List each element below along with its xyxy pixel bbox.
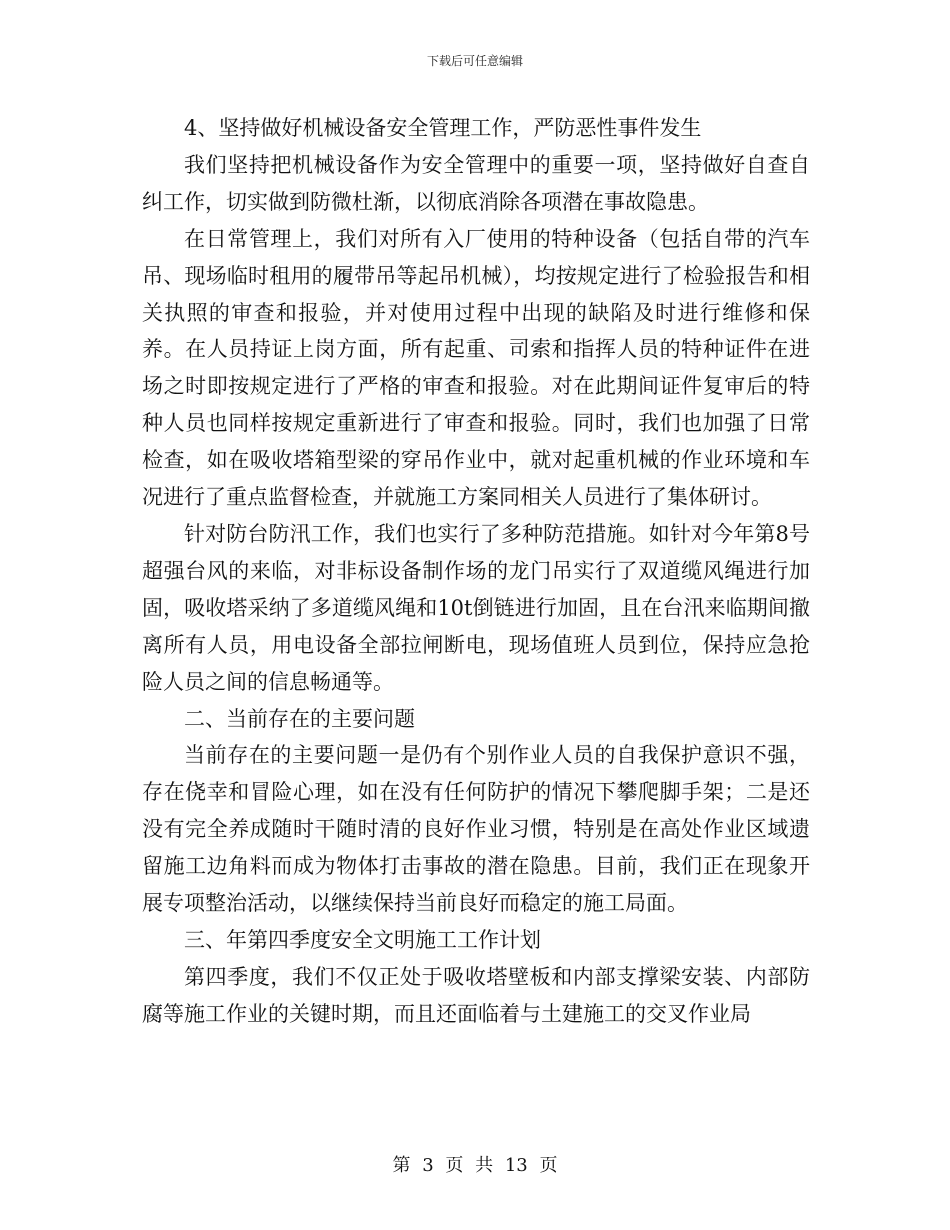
paragraph: 在日常管理上，我们对所有入厂使用的特种设备（包括自带的汽车吊、现场临时租用的履带吊等起吊机械），均按规定进行了检验报告和相关执照的审查和报验，并对使用过程中出现的缺陷及时进行维修和保养。在人员持证上岗方面，所有起重、司索和指挥人员的特种证件在进场之时即按规定进行了严格的审查和报验。对在此期间证件复审后的特种人员也同样按规定重新进行了审查和报验。同时，我们也加强了日常检查，如在吸收塔箱型梁的穿吊作业中，就对起重机械的作业环境和车况进行了重点监督检查，并就施工方案同相关人员进行了集体研讨。 (142, 226, 810, 510)
section-heading-q4-plan: 三、年第四季度安全文明施工工作计划 (184, 927, 541, 952)
paragraph: 我们坚持把机械设备作为安全管理中的重要一项，坚持做好自查自纠工作，切实做到防微杜渐，以彻底消除各项潜在事故隐患。 (142, 152, 810, 214)
section-heading-machinery-safety: 4、坚持做好机械设备安全管理工作，严防恶性事件发生 (184, 116, 702, 140)
paragraph: 第四季度，我们不仅正处于吸收塔壁板和内部支撑梁安装、内部防腐等施工作业的关键时期，而且还面临着与土建施工的交叉作业局 (142, 964, 810, 1026)
section-heading-current-problems: 二、当前存在的主要问题 (184, 706, 415, 731)
page-number-footer: 第 3 页 共 13 页 (392, 1155, 558, 1176)
page-header: 下载后可任意编辑 (426, 54, 523, 68)
paragraph: 针对防台防汛工作，我们也实行了多种防范措施。如针对今年第8号超强台风的来临，对非标设备制作场的龙门吊实行了双道缆风绳进行加固，吸收塔采纳了多道缆风绳和10t倒链进行加固，且在台汛来临期间撤离所有人员，用电设备全部拉闸断电，现场值班人员到位，保持应急抢险人员之间的信息畅通等。 (142, 521, 810, 694)
paragraph: 当前存在的主要问题一是仍有个别作业人员的自我保护意识不强，存在侥幸和冒险心理，如在没有任何防护的情况下攀爬脚手架；二是还没有完全养成随时干随时清的良好作业习惯，特别是在高处作业区域遗留施工边角料而成为物体打击事故的潜在隐患。目前，我们正在现象开展专项整治活动，以继续保持当前良好而稳定的施工局面。 (142, 743, 810, 916)
document-body (142, 110, 810, 1033)
